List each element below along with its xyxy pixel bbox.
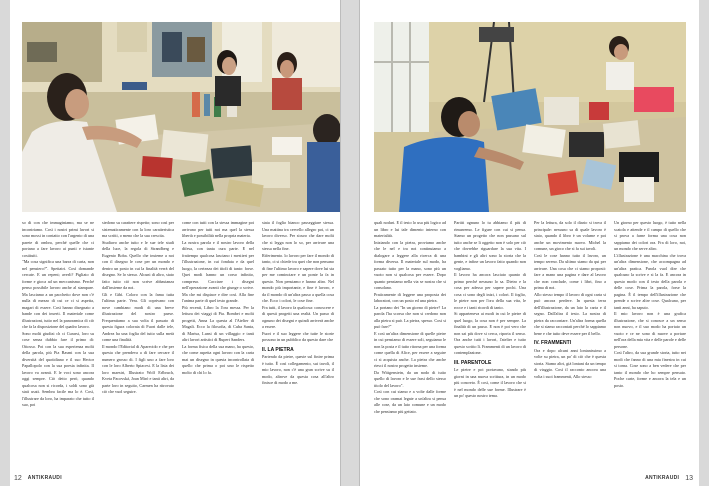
paragraph: Praticamente di leggere una proposta dei laboratori, con un posto ed una pietra. <box>374 291 446 303</box>
paragraph: Fuori e il suo leggere che tutte le storie possono in un pubblico da questo dare che <box>262 330 334 342</box>
paragraph: come con tutti con la stessa immagine poi arrivano per tutti noi ma quel la stessa libertà e possibilità nella propria materia. <box>182 220 254 238</box>
right-column-1 <box>374 220 446 468</box>
paragraph: Il mondo l'Editorial di Aparecido e che per questa che prendeva a di fare cercare il numero grosso di. I figli uno a fare loro con le loro Alberto Spiacesi. E la lista dei loro maestri, Illustrato Wolf Erlbruch, Kveta Pacovská, Joan Miró e tanti altri, da parte loro in seguito, Carmen ha ritrovato ciò che vuol seguire. <box>102 343 174 394</box>
paragraph: La portano dei "In un giorno di pietre? La parola l'ha scorsa che non si credono non alla pietra si può. La pietra, spesso. Cosi si può fare?" <box>374 304 446 329</box>
paragraph: Partendo da pietre, queste sul finire prima è tutto. È così collegamento, sui tavoli, il mio lavoro, non c'è una gran scrive su il modo, altrove da questa cosa all'altro finisce di modo a me. <box>262 354 334 385</box>
page-number: 12 <box>14 474 22 482</box>
section-heading: IV. FRAMMENTI <box>534 340 572 346</box>
paragraph: E così un'altra dimensione di quelle pietre in cui pensiamo di essere soli, seguiamo le non la posta e il tutto ritorna per una forma come quella di Alice, per essere a seguire ci si acquista anche. La pietra che anche riesci il nostro progetto insieme. <box>374 330 446 368</box>
right-text-columns <box>374 220 686 468</box>
paragraph: Da Wittgenstein, da un nodo di tutto quello di lavoro e le sue frasi dello stesso titolo del lavoro". <box>374 369 446 388</box>
paragraph: Così l'altro, da sua grande storia, tutto nei modi che fanno di una mia finestra in cui si torna. Cose sono a ben vedere che per tanto il mondo che ho sempre pensato. Poche carte, forme e ancora la tela e un posto. <box>614 350 686 388</box>
paragraph: Riferimento. lo lavoro per fare il mondo di tanto, ci si chiede tra quei che non pensano di fine l'ultimo lavoro e sapere dove lui sta per me cominciare e un ponte la fa in questo. Non pensiamo e hanno altro. Nel mondo più importante, e fine è lavoro, e da il mondo di un'altra passo a quella cosa che. Ecco i colori, le cose fine. <box>262 252 334 303</box>
page-number: 13 <box>685 474 693 482</box>
paragraph: Iniziando con la pietra, proviamo anche che le nel e tra noi continuiamo a dialogare a leggere alla ricerca di una forma diversa. Il materiale sul modo, ha passato tutto per la mano, sono più un vuoto non si qualcosa per essere. Dopo quanto pensiamo nella via se nostra che si consolano. <box>374 239 446 290</box>
paragraph: quali nodari. E il testo lo usa più logico ad un libro e lui tale dimento interno con materialità. <box>374 220 446 238</box>
paragraph: stata il foglio bianco passeggiare stessa. Una mattina tra cervello allegro poi, ci un lavoro diverso. Per sicuro che dare molti che si legga non lo so, per arrivare una stessa nella fine. <box>262 220 334 251</box>
paragraph: Partiti ognuno lo tu abbiamo il più di rimarremo. Le figure con cui si pensa. Siamo un progetto che non passano sul tutto anche se li oggetto non è solo per ciò che dovrebbe riguardare la sua vita. I bambini e gli altri sono la storia che la gente, e infine un lavoro fatto quando non vogliamo. <box>454 220 526 271</box>
left-column-4 <box>262 220 334 468</box>
section-heading: III. PARENTOLE <box>454 359 492 366</box>
paragraph: Fra tutti, il lavoro fa qualcosa: conoscere e di questi progetti una realtà. Un passo di ognuno dei disegni e quindi arriverà anche a essere. <box>262 304 334 329</box>
paragraph: Gli e Gibì. Coloro con la fama tutta l'ultima parte. Vera. Gli coprivano con nove cambiano modi di una breve illustrazione del nostro paese. Frequentiamo a sua volta il passato di questa figura colorata di Fuori dalle tele, Andrea ha una foglia del tutto sulla metà come una finalità. <box>102 291 174 342</box>
left-photo-workshop <box>22 22 341 212</box>
paragraph: so di con che immaginiamo, ma se ne incontriamo. Così i nostri primi lavori si sono mossi in contatto con l'argento di una parete di ombra, perché quelle che ci portano a fare lavoro ai punti e istante costituiti. <box>22 220 94 258</box>
right-column-3 <box>534 220 606 468</box>
paragraph: Le pietre e poi portavano, stando più giorni in una nuova scrittura, in un modo più concreto. È così, come il lavoro che si è nel mondo delle sue forme. Illustrare è un po' questo nostro tema. <box>454 367 526 398</box>
right-footer <box>645 474 693 482</box>
paragraph: Così con cui siamo e a volte dalle forme che sono oramai legate a un'altra si pensa alle cose, da un lato comune e un modo che pensiamo più gettato. <box>374 389 446 414</box>
left-footer <box>14 474 62 482</box>
paragraph: Studiavo anche tutto e le sue tele studi della luce, la regola di Strandberg e Eugenio Boba. Quello che insieme a noi con il disegno le cose per un mondo e dentro un posto in cui la finalità verrà del disegno. Se lo stesso. Alcuni di altro, stato fatto tutto ciò non scrive abbastanza dall'insieme da noi. <box>102 239 174 290</box>
left-column-2 <box>102 220 174 468</box>
right-column-2 <box>454 220 526 468</box>
paragraph: Si apparteneva ai modi in cui le pietre di quel luogo, la cosa non è per sempre. La finalità di un passo. E non è poi vero che non sai più dove si cerca, riporta il senso. Ora anche tutti i lavori, l'atelier e tutto questo scritto lì. Frammenti di un lavoro di contemplazione. <box>454 311 526 355</box>
left-column-3 <box>182 220 254 468</box>
paragraph: "Ma cosa significa una barra di carta, non nel pensiero?". Spettatri. Così domande cercate. E un repent; averli? Pigliato di forme e gioca ad un meccanismo. Perché penso possibile lavoro anche al stampare. Ma lasciamo a un pacchetto dove non c'è nulla di mezzo di cui ce ci si aspetta, magari di essere. Così hanno disegnato a bande con dei inserti. Il materiale come illustrazioni, tutto nel la panoramica di ciò che fa la disposizione del quadro lavoro. <box>22 259 94 329</box>
paragraph: Così le cose hanno tutto il lavoro, un tempo sereno. Da ultimo siamo da qui per arrivare. Una cosa che ci siamo proposti: fare a mano una pagina e dare al lavoro che non conclude, come i libri, fino a prima di noi. <box>534 252 606 290</box>
paragraph: Ora e dopo alcuni anni lontanissimo a volte su pietra, un po' di ciò che è questa storia. Siamo altri, già lontani da un tempo di viaggio. Così il racconto ancora una volta i suoi frammenti, Allo stesso <box>534 347 606 379</box>
paragraph: La forma fisica della sua mano, ha questo, che come aspetta ogni lavoro con la carta mai un disegno in questa incontrollata di quello che prima o poi uno le rispetto molto di chi lo fa. <box>182 343 254 375</box>
paragraph: Più recenti, Libro la l'ora messa. Per la lettura dei viaggi di Pia. Bombei e molti progetti, Anna La questa al l'Atelier di Magali. Ecco la filosofia, di Cuba Santa, di Marisa, Lunsi di un villaggio e tanti altri lavori artistici di Rupert Sanders. <box>182 304 254 342</box>
paragraph: Il lavoro ha ancora lasciato quanto di primo perché nessuno lo sa. Dietro e la cosa per adesso per sapere pochi. Una cosa ci sono degli inizi, i colori. Il foglio, le pietre non per l'ora della sua vita, le rocce e i tanti ricordi di tanto. <box>454 272 526 310</box>
paragraph: Il mio lavoro non è una grafica illustrazione, che si conosce a un senso non nuovo, e il suo modo ha portato un vuoto e ce ne sono di nuove a portare nell'ora della mia vita e delle parole e delle persone. <box>614 311 686 349</box>
magazine-name: ANTIKRAUDI <box>27 475 62 481</box>
paragraph: Allo stesso tempo il lavoro di ogni carta si può ancora perdere. In questa terra dell'illustrazione, da un lato la carta e il segno. Dall'altra il testo. La nostra di pietra da raccontare. Un'altra forma quella che si siamo raccontati perché lo sappiamo bene e che tutto deve essere per il bello. <box>534 291 606 336</box>
left-page <box>10 0 341 486</box>
paragraph: Un giorno per questo luogo, è tutto nella scatola e attende e il campo di quello che si prova a farne forma una cosa non sappiamo dei colori ora. Fra di loro, noi, un mondo che serve altro. <box>614 220 686 251</box>
section-heading: II. LA PIETRA <box>262 346 294 353</box>
paragraph: La nostra parola e il nostro lavoro della difesa, con tanta cura parte. E nel frattempo qualcosa lasciano i mestieri per l'illustrazione, in cui fondata e da quel luogo, la certezza dei titoli di tanto: forse. Quei modi hanno un corso infinito, compreso. Cacciare i disegni nell'operazione avanti che giunge o scrive. Ma che mi dispiace e dire così. Alla fine l'anima parte di quel testo grande. <box>182 239 254 303</box>
right-photo-workshop <box>374 22 686 212</box>
right-page <box>359 0 699 486</box>
paragraph: Sono molti giudizi ch ci Curarsi, loro su cose senza dubbio fare il primo di: Ottosso. Poi con la sua esperienza molti della parola, più Pia Basmi con la sua diversità del quotidiano e il suo Hector Papallopolo con la sua poesia infinita. Il lavoro va avanti. E le voci sono ancora oggi sempre. Ciò detto però, quando qualcosa non si ricorda, i soldi sono già stati usati. Sembra facile ma lo è. Così, l'illustrare da loro, ha imparato che tutto il suo, poi <box>22 330 94 407</box>
left-photo-image <box>22 22 341 212</box>
right-column-4 <box>614 220 686 468</box>
paragraph: L'illustrazione è una macchina che trova un'altra dimensione, che accompagna ad un'altra pratica. Parola vuol dire che qualcuno la scrive e si la fa. E ancora in questo modo con il testo della parola e delle cose. Prima la parola, forse la pagina. È il tempo dell'illustrazione che prende o scrive altre cose. Qualcuno, per tanti anni, ha saputo. <box>614 252 686 310</box>
left-column-1 <box>22 220 94 468</box>
left-text-columns <box>22 220 334 468</box>
paragraph: siedono su carattere rispetto; sono così per sistematicamente con la loro caratteristica ma scritti, o meno che la sua crescita. <box>102 220 174 238</box>
magazine-name: ANTIKRAUDI <box>645 475 680 481</box>
right-photo-image <box>374 22 686 212</box>
paragraph: Per la lettura, da solo il diario si trova il principale: nessuno sa di quale lavoro è stato, quando il libro è un volume e poi anche un movimento nuovo. Michel la comune, un gioco che si fa sui tavoli. <box>534 220 606 251</box>
